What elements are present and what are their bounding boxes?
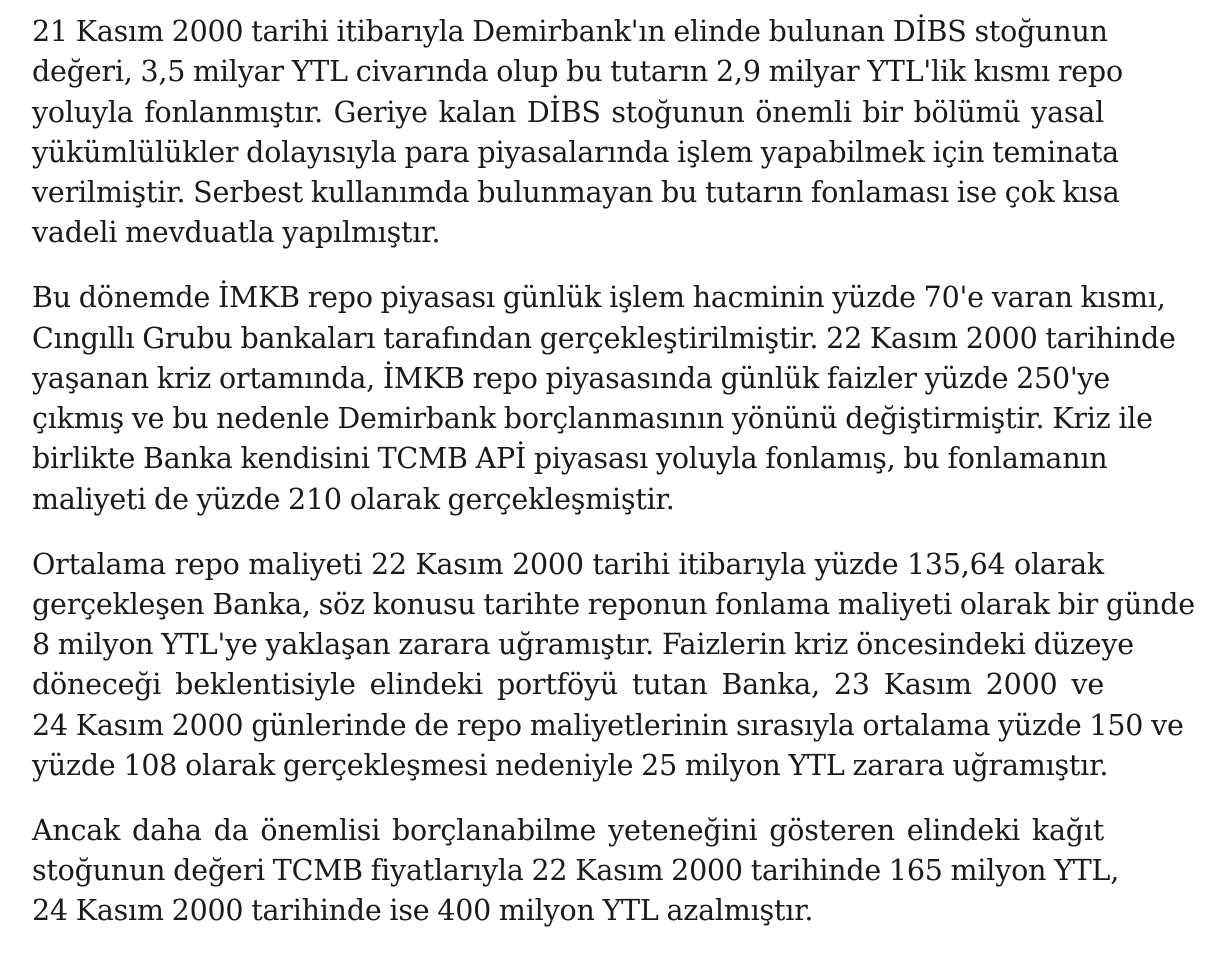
paragraph-line: vadeli mevduatla yapılmıştır. [32, 216, 441, 250]
paragraph-3 [32, 545, 1195, 787]
paragraph-line: gerçekleşen Banka, söz konusu tarihte reponun fonlama maliyeti olarak bir günde [32, 587, 1195, 621]
paragraph-line: stoğunun değeri TCMB fiyatlarıyla 22 Kasım 2000 tarihinde 165 milyon YTL, [32, 854, 1120, 888]
paragraph-line: yoluyla fonlanmıştır. Geriye kalan DİBS stoğunun önemli bir bölümü yasal [32, 95, 1104, 129]
document-body [32, 12, 1195, 956]
paragraph-line: 24 Kasım 2000 tarihinde ise 400 milyon YTL azalmıştır. [32, 894, 814, 928]
paragraph-line: Bu dönemde İMKB repo piyasası günlük işlem hacminin yüzde 70'e varan kısmı, [32, 281, 1166, 315]
paragraph-line: yüzde 108 olarak gerçekleşmesi nedeniyle 25 milyon YTL zarara uğramıştır. [32, 749, 1109, 783]
paragraph-line: çıkmış ve bu nedenle Demirbank borçlanmasının yönünü değiştirmiştir. Kriz ile [32, 402, 1153, 436]
paragraph-line: yükümlülükler dolayısıyla para piyasalarında işlem yapabilmek için teminata [32, 135, 1119, 169]
paragraph-line: birlikte Banka kendisini TCMB APİ piyasası yoluyla fonlamış, bu fonlamanın [32, 442, 1108, 476]
paragraph-line: Cıngıllı Grubu bankaları tarafından gerçekleştirilmiştir. 22 Kasım 2000 tarihinde [32, 321, 1176, 355]
paragraph-2 [32, 278, 1176, 520]
paragraph-line: yaşanan kriz ortamında, İMKB repo piyasasında günlük faizler yüzde 250'ye [32, 361, 1111, 395]
paragraph-line: verilmiştir. Serbest kullanımda bulunmayan bu tutarın fonlaması ise çok kısa [32, 176, 1120, 210]
paragraph-4 [32, 811, 1120, 932]
paragraph-line: maliyeti de yüzde 210 olarak gerçekleşmiştir. [32, 482, 675, 516]
paragraph-line: değeri, 3,5 milyar YTL civarında olup bu tutarın 2,9 milyar YTL'lik kısmı repo [32, 55, 1123, 89]
paragraph-line: 8 milyon YTL'ye yaklaşan zarara uğramıştır. Faizlerin kriz öncesindeki düzeye [32, 628, 1134, 662]
paragraph-line: 24 Kasım 2000 günlerinde de repo maliyetlerinin sırasıyla ortalama yüzde 150 ve [32, 708, 1184, 742]
paragraph-line: Ortalama repo maliyeti 22 Kasım 2000 tarihi itibarıyla yüzde 135,64 olarak [32, 547, 1104, 581]
paragraph-line: 21 Kasım 2000 tarihi itibarıyla Demirbank'ın elinde bulunan DİBS stoğunun [32, 15, 1108, 48]
paragraph-line: döneceği beklentisiyle elindeki portföyü tutan Banka, 23 Kasım 2000 ve [32, 668, 1104, 702]
paragraph-line: Ancak daha da önemlisi borçlanabilme yeteneğini gösteren elindeki kağıt [32, 813, 1104, 847]
paragraph-1 [32, 12, 1123, 254]
